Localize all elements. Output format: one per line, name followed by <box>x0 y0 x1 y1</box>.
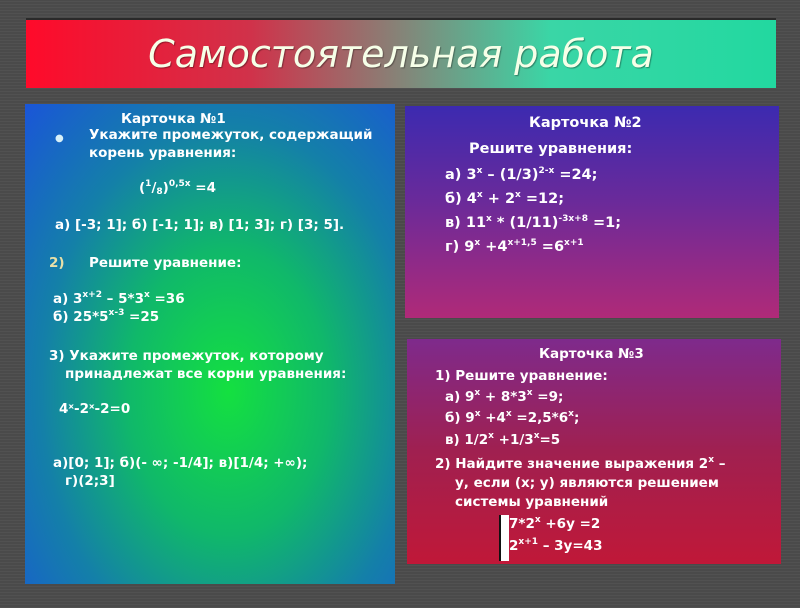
card2-eq-d: г) $9^x +4^{x+1,5} =6^{x+1}$ <box>445 238 584 255</box>
task3-line1: 3) Укажите промежуток, которому <box>49 348 324 364</box>
task1-options: а) [-3; 1]; б) [-1; 1]; в) [1; 3]; г) [3; 5]. <box>55 217 345 233</box>
task3-line2: принадлежат все корни уравнения: <box>65 366 347 382</box>
card-1 <box>25 104 395 584</box>
system-eq-2: $2^{x+1} - 3у=43$ <box>509 537 603 554</box>
card2-heading: Карточка №2 <box>529 115 642 131</box>
card3-eq-a: а) $9^x + 8*3^x =9$; <box>445 388 564 405</box>
task1-line2: корень уравнения: <box>89 145 237 161</box>
card1-heading: Карточка №1 <box>121 111 226 127</box>
card3-heading: Карточка №3 <box>539 346 644 362</box>
slide-title: Самостоятельная работа <box>148 32 654 76</box>
card3-problem1: 1) Решите уравнение: <box>435 368 608 384</box>
system-eq-1: $7*2^x +6у =2$ <box>509 515 601 532</box>
card-2 <box>405 106 779 318</box>
card3-eq-c: в) $1/2^x +1/3^x=5$ <box>445 431 561 448</box>
task2-eq-a: а) $3^{x+2} - 5*3^x =36$ <box>53 290 185 307</box>
task1-line1: Укажите промежуток, содержащий <box>89 127 373 143</box>
card3-problem2-line3: системы уравнений <box>455 494 609 510</box>
task1-bullet: ● <box>55 133 64 144</box>
title-banner <box>26 18 776 88</box>
task3-equation: 4ˣ-2ˣ-2=0 <box>59 401 131 417</box>
card2-subheading: Решите уравнения: <box>469 141 633 157</box>
card2-eq-b: б) $4^x + 2^x =12$; <box>445 190 565 207</box>
card2-eq-c: в) $11^x * (1/11)^{-3x+8} =1$; <box>445 214 622 231</box>
task2-eq-b: б) $25*5^{x-3} =25$ <box>53 308 160 325</box>
task1-equation: $(^1/_8)^{0,5x} =4$ <box>139 179 216 197</box>
card3-eq-b: б) $9^x +4^x =2,5*6^x$; <box>445 409 580 426</box>
card3-problem2-line1: 2) Найдите значение выражения 2$^x$ – <box>435 455 726 472</box>
task2-text: Решите уравнение: <box>89 255 242 271</box>
task2-marker: 2) <box>49 255 65 271</box>
system-brace <box>499 515 509 561</box>
card3-problem2-line2: у, если (х; у) являются решением <box>455 475 719 491</box>
card2-eq-a: а) $3^x - (1/3)^{2-x} =24$; <box>445 166 598 183</box>
card-3 <box>407 339 781 564</box>
task3-options-line2: г)(2;3] <box>65 473 115 489</box>
task3-options-line1: а)[0; 1]; б)(- ∞; -1/4]; в)[1/4; +∞); <box>53 455 308 471</box>
